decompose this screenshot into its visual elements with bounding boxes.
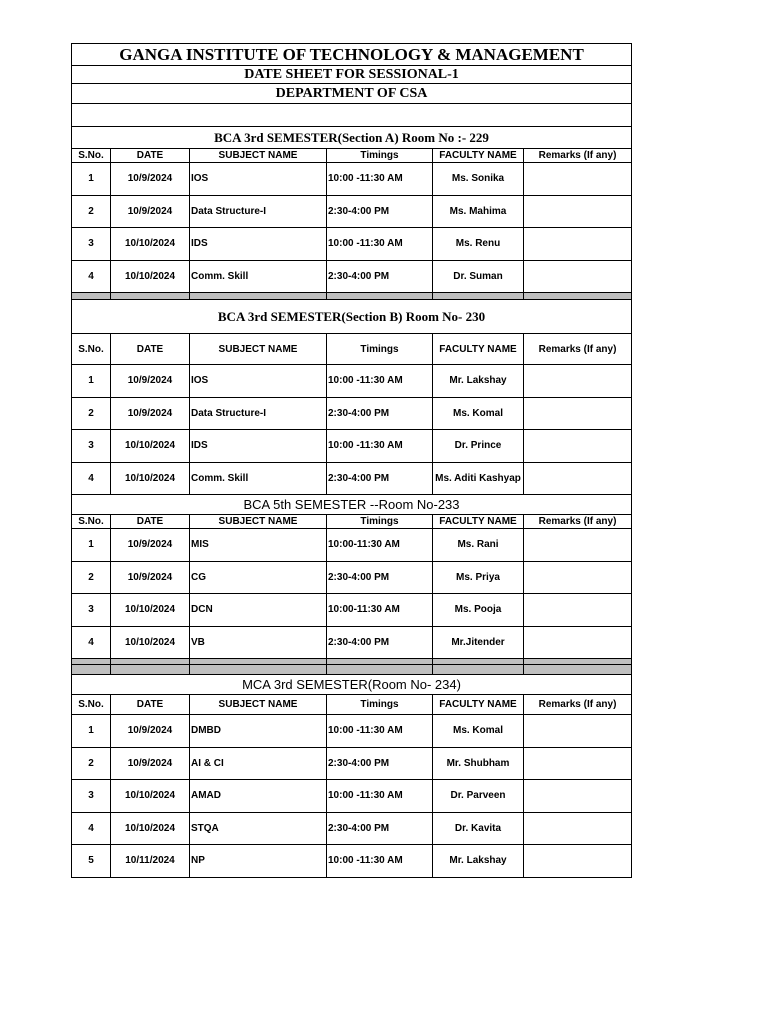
cell-sno: 2: [72, 195, 111, 228]
section-title: BCA 5th SEMESTER --Room No-233: [72, 495, 632, 515]
cell-date: 10/10/2024: [111, 812, 190, 845]
cell-timings: 10:00 -11:30 AM: [327, 715, 433, 748]
separator-cell: [72, 293, 111, 300]
column-header-timings: Timings: [327, 334, 433, 365]
cell-subject: Comm. Skill: [190, 462, 327, 495]
cell-subject: CG: [190, 561, 327, 594]
cell-faculty: Mr. Lakshay: [433, 845, 524, 878]
column-header-faculty: FACULTY NAME: [433, 334, 524, 365]
table-row: [72, 780, 632, 813]
cell-sno: 2: [72, 397, 111, 430]
cell-timings: 10:00 -11:30 AM: [327, 365, 433, 398]
cell-sno: 4: [72, 462, 111, 495]
cell-faculty: Ms. Priya: [433, 561, 524, 594]
column-header-date: DATE: [111, 515, 190, 529]
cell-timings: 10:00-11:30 AM: [327, 529, 433, 562]
table-row: [72, 529, 632, 562]
cell-subject: MIS: [190, 529, 327, 562]
column-header-timings: Timings: [327, 695, 433, 715]
cell-subject: AMAD: [190, 780, 327, 813]
cell-faculty: Dr. Kavita: [433, 812, 524, 845]
cell-sno: 3: [72, 228, 111, 261]
date-sheet-table: [71, 43, 632, 878]
column-header-sno: S.No.: [72, 149, 111, 163]
date-sheet-title: DATE SHEET FOR SESSIONAL-1: [72, 66, 632, 84]
cell-date: 10/10/2024: [111, 462, 190, 495]
column-header-remarks: Remarks (If any): [524, 515, 632, 529]
separator-cell: [327, 665, 433, 675]
cell-faculty: Ms. Komal: [433, 715, 524, 748]
separator-row: [72, 293, 632, 300]
cell-date: 10/9/2024: [111, 397, 190, 430]
table-row: [72, 626, 632, 659]
cell-faculty: Ms. Rani: [433, 529, 524, 562]
column-header-remarks: Remarks (If any): [524, 695, 632, 715]
cell-subject: AI & CI: [190, 747, 327, 780]
cell-timings: 10:00 -11:30 AM: [327, 228, 433, 261]
cell-timings: 10:00-11:30 AM: [327, 594, 433, 627]
cell-remarks: [524, 747, 632, 780]
cell-remarks: [524, 845, 632, 878]
cell-timings: 10:00 -11:30 AM: [327, 163, 433, 196]
blank-row: [72, 104, 632, 127]
cell-date: 10/9/2024: [111, 365, 190, 398]
separator-cell: [433, 293, 524, 300]
separator-cell: [327, 293, 433, 300]
column-header-date: DATE: [111, 695, 190, 715]
cell-sno: 1: [72, 529, 111, 562]
column-header-date: DATE: [111, 149, 190, 163]
column-header-faculty: FACULTY NAME: [433, 695, 524, 715]
cell-subject: STQA: [190, 812, 327, 845]
cell-remarks: [524, 365, 632, 398]
cell-timings: 2:30-4:00 PM: [327, 462, 433, 495]
cell-remarks: [524, 462, 632, 495]
cell-timings: 2:30-4:00 PM: [327, 195, 433, 228]
cell-faculty: Mr. Lakshay: [433, 365, 524, 398]
column-header-row: [72, 515, 632, 529]
cell-subject: NP: [190, 845, 327, 878]
section-title: BCA 3rd SEMESTER(Section B) Room No- 230: [72, 300, 632, 334]
table-row: [72, 561, 632, 594]
cell-subject: IOS: [190, 365, 327, 398]
cell-date: 10/9/2024: [111, 747, 190, 780]
separator-cell: [190, 665, 327, 675]
cell-subject: Comm. Skill: [190, 260, 327, 293]
cell-date: 10/9/2024: [111, 195, 190, 228]
cell-faculty: Ms. Sonika: [433, 163, 524, 196]
cell-faculty: Ms. Aditi Kashyap: [433, 462, 524, 495]
cell-sno: 4: [72, 626, 111, 659]
cell-remarks: [524, 195, 632, 228]
cell-faculty: Dr. Prince: [433, 430, 524, 463]
cell-remarks: [524, 594, 632, 627]
cell-subject: VB: [190, 626, 327, 659]
cell-date: 10/10/2024: [111, 626, 190, 659]
cell-subject: DCN: [190, 594, 327, 627]
column-header-row: [72, 334, 632, 365]
cell-sno: 2: [72, 747, 111, 780]
cell-faculty: Mr.Jitender: [433, 626, 524, 659]
separator-cell: [190, 293, 327, 300]
separator-cell: [72, 665, 111, 675]
cell-subject: Data Structure-I: [190, 195, 327, 228]
column-header-remarks: Remarks (If any): [524, 149, 632, 163]
table-row: [72, 430, 632, 463]
cell-remarks: [524, 561, 632, 594]
section-title: MCA 3rd SEMESTER(Room No- 234): [72, 675, 632, 695]
cell-date: 10/10/2024: [111, 594, 190, 627]
separator-cell: [433, 665, 524, 675]
cell-sno: 4: [72, 260, 111, 293]
cell-date: 10/10/2024: [111, 430, 190, 463]
column-header-subject: SUBJECT NAME: [190, 334, 327, 365]
cell-sno: 1: [72, 163, 111, 196]
cell-timings: 10:00 -11:30 AM: [327, 430, 433, 463]
column-header-subject: SUBJECT NAME: [190, 695, 327, 715]
column-header-subject: SUBJECT NAME: [190, 515, 327, 529]
section-title-row: [72, 300, 632, 334]
cell-remarks: [524, 780, 632, 813]
department-title: DEPARTMENT OF CSA: [72, 84, 632, 104]
cell-timings: 2:30-4:00 PM: [327, 260, 433, 293]
table-row: [72, 260, 632, 293]
cell-remarks: [524, 715, 632, 748]
cell-faculty: Ms. Komal: [433, 397, 524, 430]
cell-remarks: [524, 397, 632, 430]
cell-timings: 2:30-4:00 PM: [327, 747, 433, 780]
cell-faculty: Mr. Shubham: [433, 747, 524, 780]
cell-faculty: Ms. Pooja: [433, 594, 524, 627]
cell-date: 10/11/2024: [111, 845, 190, 878]
column-header-row: [72, 149, 632, 163]
cell-remarks: [524, 812, 632, 845]
cell-timings: 2:30-4:00 PM: [327, 561, 433, 594]
cell-remarks: [524, 430, 632, 463]
cell-subject: IDS: [190, 430, 327, 463]
table-row: [72, 715, 632, 748]
section-title-row: [72, 675, 632, 695]
table-row: [72, 747, 632, 780]
cell-date: 10/10/2024: [111, 228, 190, 261]
cell-subject: Data Structure-I: [190, 397, 327, 430]
cell-timings: 2:30-4:00 PM: [327, 397, 433, 430]
cell-date: 10/9/2024: [111, 715, 190, 748]
column-header-timings: Timings: [327, 515, 433, 529]
cell-faculty: Ms. Mahima: [433, 195, 524, 228]
column-header-remarks: Remarks (If any): [524, 334, 632, 365]
cell-sno: 3: [72, 780, 111, 813]
table-row: [72, 812, 632, 845]
cell-remarks: [524, 626, 632, 659]
cell-timings: 10:00 -11:30 AM: [327, 845, 433, 878]
cell-timings: 2:30-4:00 PM: [327, 626, 433, 659]
cell-subject: DMBD: [190, 715, 327, 748]
cell-sno: 3: [72, 594, 111, 627]
cell-date: 10/9/2024: [111, 561, 190, 594]
column-header-sno: S.No.: [72, 515, 111, 529]
column-header-timings: Timings: [327, 149, 433, 163]
table-row: [72, 228, 632, 261]
cell-remarks: [524, 529, 632, 562]
section-title-row: [72, 495, 632, 515]
cell-faculty: Ms. Renu: [433, 228, 524, 261]
section-title: BCA 3rd SEMESTER(Section A) Room No :- 229: [72, 127, 632, 149]
cell-date: 10/9/2024: [111, 529, 190, 562]
separator-cell: [111, 293, 190, 300]
cell-faculty: Dr. Parveen: [433, 780, 524, 813]
section-title-row: [72, 127, 632, 149]
institute-title: GANGA INSTITUTE OF TECHNOLOGY & MANAGEMENT: [72, 44, 632, 66]
cell-sno: 1: [72, 365, 111, 398]
table-row: [72, 397, 632, 430]
cell-sno: 5: [72, 845, 111, 878]
column-header-date: DATE: [111, 334, 190, 365]
cell-faculty: Dr. Suman: [433, 260, 524, 293]
cell-sno: 3: [72, 430, 111, 463]
cell-date: 10/10/2024: [111, 260, 190, 293]
cell-date: 10/10/2024: [111, 780, 190, 813]
cell-subject: IOS: [190, 163, 327, 196]
cell-remarks: [524, 228, 632, 261]
separator-cell: [111, 665, 190, 675]
table-row: [72, 365, 632, 398]
separator-row: [72, 665, 632, 675]
column-header-sno: S.No.: [72, 334, 111, 365]
table-row: [72, 462, 632, 495]
cell-subject: IDS: [190, 228, 327, 261]
cell-sno: 2: [72, 561, 111, 594]
column-header-subject: SUBJECT NAME: [190, 149, 327, 163]
cell-date: 10/9/2024: [111, 163, 190, 196]
column-header-faculty: FACULTY NAME: [433, 515, 524, 529]
cell-remarks: [524, 163, 632, 196]
table-row: [72, 163, 632, 196]
table-row: [72, 594, 632, 627]
separator-cell: [524, 665, 632, 675]
cell-timings: 2:30-4:00 PM: [327, 812, 433, 845]
table-row: [72, 195, 632, 228]
table-row: [72, 845, 632, 878]
cell-sno: 4: [72, 812, 111, 845]
cell-remarks: [524, 260, 632, 293]
cell-timings: 10:00 -11:30 AM: [327, 780, 433, 813]
column-header-sno: S.No.: [72, 695, 111, 715]
column-header-row: [72, 695, 632, 715]
separator-cell: [524, 293, 632, 300]
cell-sno: 1: [72, 715, 111, 748]
column-header-faculty: FACULTY NAME: [433, 149, 524, 163]
